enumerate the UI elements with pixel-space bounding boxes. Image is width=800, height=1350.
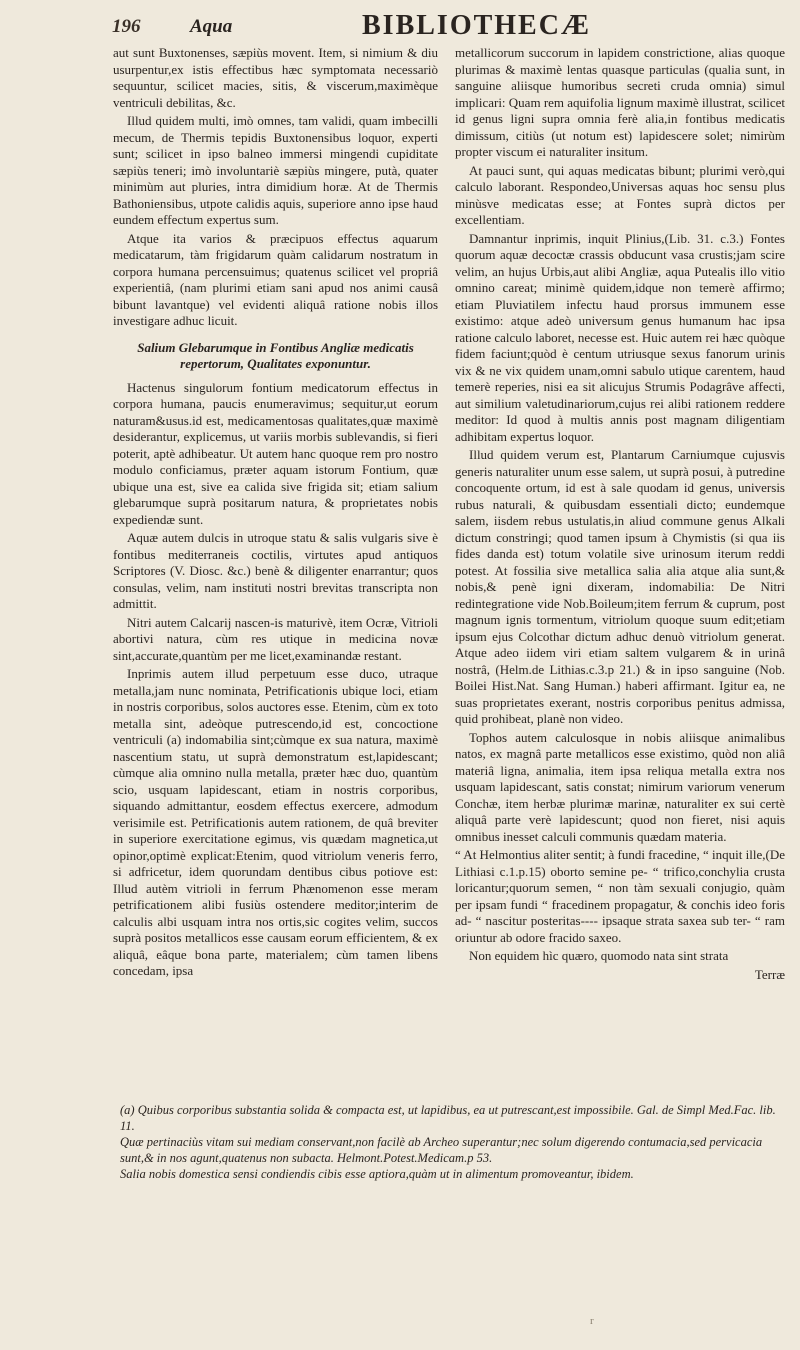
right-column <box>455 45 785 983</box>
stray-mark: r <box>590 1315 594 1327</box>
quotation-text: “ At Helmontius aliter sentit; à fundi fracedine, “ inquit ille,(De Lithiasi c.1.p.15) oborto semine pe- “ trifico,conchylia crusta loricantur;quorum semen, “ non tàm sexuali conjugio, quàm per ipsam fundi “ fracedinem propagatur, & conchis ideo foris ad- “ nascitur posteritas---- ipsaque strata saxea sub ter- “ ram oriuntur ab odore fracido saxeo. <box>455 847 785 945</box>
footnotes <box>120 1103 780 1184</box>
paragraph: Nitri autem Calcarij nascen-is maturivè, item Ocræ, Vitrioli abortivi natura, cùm res utique in medicina novæ sint,accurate,quantùm per me licet,examinandæ restant. <box>113 614 438 663</box>
paragraph: Non equidem hìc quæro, quomodo nata sint strata <box>469 948 729 963</box>
paragraph: aut sunt Buxtonenses, sæpiùs movent. Item, si nimium & diu usurpentur,ex istis effectibus hæc symptomata necessariò sequuntur, scilicet macies, sitis, & viscerum,maximèque ventriculi debilitas, &c. <box>113 45 438 110</box>
page-number: 196 <box>112 16 141 37</box>
section-heading: Salium Glebarumque in Fontibus Angliæ medicatis repertorum, Qualitates exponuntur. <box>137 339 414 371</box>
paragraph: Illud quidem multi, imò omnes, tam validi, quam imbecilli mecum, de Thermis tepidis Buxtonensibus loquor, experti sunt; scilicet in ipso balneo immersi mingendi cupiditate sæpiùs teneri; imò involuntariè sæpiùs mingere, putà, quater minimùm aut pluries, intra dimidium horæ. At de Thermis Bathoniensibus, utpote calidis aquis, superiore anno ipse haud eundem effectum expertus sum. <box>113 113 438 227</box>
footnote: Quæ pertinaciùs vitam sui mediam conservant,non facilè ab Archeo superantur;nec solum digerendo contumacia,sed pervicacia sunt,& in nos agunt,quatenus non subacta. Helmont.Potest.Medicam.p 53. <box>120 1135 763 1165</box>
paragraph: Damnantur inprimis, inquit Plinius,(Lib. 31. c.3.) Fontes quorum aquæ decoctæ crassis obducunt vasa crustis;jam scire velim, an hujus Urbis,aut alibi Angliæ, aqua Putealis illo vitio omnino careat; minimè quidem,idque non temerè affirmo; etiam Pluviatilem infectu haud prorsus immunem esse existimo: atque adeò universum genus humanum hac ipsa ratione calculo laboret, necesse est. Huic autem rei hæc quòque fidem faciunt;quòd è centum utriusque sexus fanorum urinis vix & ne vix quidem unam,omni sabulo utique carentem, haud temerè reperies, nisi ea sit alicujus Strumis Podagrâve affecti, aut similium valetudinariorum,cujus rei alibi rationem reddere meditor: Id quod à multis annis post magnam diligentiam adhibitam expertus loquor. <box>455 230 785 444</box>
footnote: Salia nobis domestica sensi condiendis cibis esse aptiora,quàm ut in alimentum promoveantur, ibidem. <box>120 1167 634 1181</box>
catchword: Terræ <box>754 966 785 982</box>
paragraph: Atque ita varios & præcipuos effectus aquarum medicatarum, tàm frigidarum quàm calidarum nostratum in corpora humana percensuimus; quatenus scilicet vel propriâ experientiâ, (nam plurimi etiam sani apud nos animi causâ bibunt lavantque) vel evidenti aliquâ ratione nobis illos investigare adhuc licuit. <box>113 230 438 328</box>
page-header <box>112 6 782 40</box>
paragraph: Aquæ autem dulcis in utroque statu & salis vulgaris sive è fontibus mediterraneis coctilis, virtutes apud antiquos Scriptores (V. Diosc. &c.) benè & diligenter enarrantur; quos consulas, velim, nam instituti nostri brevitas transcripta non admittit. <box>113 530 438 611</box>
running-word: Aqua <box>190 16 233 37</box>
paragraph: Illud quidem verum est, Plantarum Carniumque cujusvis generis naturaliter unum esse salem, ut suprà posui, à putredine concoquente ortum, id est à sale quodam id genus, universis rubus naturali, & quibusdam essentiali dicto; eundemque salem, iisdem rebus ustulatis,in aliud commune genus Alkali dictum constringi; quod tamen ipsum à Chymistis (si qua iis fides danda est) totum volatile sive urinosum iterum reddi potest. At fossilia sive metallica salia alia atque alia sunt,& nobis,& penè igni dixeram, indomabilia: De Nitri redintegratione vide Nob.Boileum;item ferrum & cuprum, post magnum ignis tormentum, vitriolum quoque suum edit;etiam ipsum ejus Colcothar dictum adhuc denuò vitriolum generat. Atque adeo iidem viri etiam saltem vulgarem & in urinâ nostrâ, (Helm.de Lithias.c.3.p 21.) & in ipso sanguine (Nob. Boilei Hist.Nat. Sang Human.) haberi affirmant. Igitur ea, ne suas proprietates exerant, nostris corporibus penitus admissa, quid prohibeat, planè non video. <box>455 447 785 726</box>
paragraph: Tophos autem calculosque in nobis aliisque animalibus natos, ex magnâ parte metallicos esse existimo, quòd non aliâ materiâ ligna, animalia, item ipsa reliqua metalla extra nos usquam lapidescant, satis constat; nimirum variorum venerum Conchæ, item herbæ plurimæ marinæ, naturaliter ex sui certè aliquâ parte verè lapidescunt; quod non fieret, nisi aquis omnibus inesset calculi communis quædam materia. <box>455 729 785 844</box>
paragraph: At pauci sunt, qui aquas medicatas bibunt; plurimi verò,qui calculo laborant. Respondeo,Universas aquas hoc sensu plus minùsve medicatas esse; at Fontes suprà dictos per excellentiam. <box>455 162 785 227</box>
running-title: BIBLIOTHECÆ <box>362 10 591 41</box>
left-column <box>113 45 438 982</box>
quotation-block <box>455 847 785 946</box>
paragraph: Inprimis autem illud perpetuum esse duco, utraque metalla,jam nunc nominata, Petrificationis ubique loci, etiam in nostris corporibus, solos auctores esse. Etenim, cùm ex toto metalla sint, adeòque putrescendo,id est, concoctione ventriculi (a) indomabilia sint;cùmque ex sua natura, maximè nascentium statu, ut suprà demonstratum est,lapidescant; cùmque alia omnino nulla metalla, præter hæc duo, quantùm scio, usquam lapidescant, etiam in nostris corporibus, siquando admittantur, eosdem effectus exercere, admodum verisimile est. Petrificationis autem rationem, de quâ breviter in superiore exercitatione egimus, vis quædam magnetica,ut opinor,optimè explicat:Etenim, quod vitriolum veneris ferro, si adfricetur, idem quorundam dentibus cibus potiove est: Illud autèm vitrioli in ferrum Phænomenon esse meram petrificationem alibi fusiùs ostendere meditor;interim de calculis albi usquam intra nos ortis,sic cogites velim, succos suprà positos metallicos esse causam eorum efficientem, & ex aliquâ, eâque bona parte, materialem; cùm tamen libens concedam, ipsa <box>113 666 438 978</box>
paragraph: Hactenus singulorum fontium medicatorum effectus in corpora humana, paucis enumeravimus; sequitur,ut eorum naturam&usus.id est, medicamentosas qualitates,quæ maximè desiderantur, explicemus, ut variis morbis sublevandis, si fieri poterit, aptè adhibeatur. Ut autem hanc quoque rem pro nostro modulo conficiamus, præter aquam istorum Fontium, quæ ubique una est, sive ea calida sive frigida sit; etiam salium glebarumque suprà positarum natura, & proprietates nobis expediendæ sunt. <box>113 379 438 527</box>
paragraph: metallicorum succorum in lapidem constrictione, alias quoque plurimas & maximè lentas quasque particulas (qualia sunt, in sanguine aliisque humoribus secreti cruda omnia) simul implicari: Quam rem aquifolia lignum maximè illustrat, scilicet id genus ligni supra omnia ferè alia,in fontibus medicatis dimissum, citiùs (ut notum est) lapidescere solet; nimirùm propter viscum ei naturaliter insitum. <box>455 45 785 159</box>
footnote: (a) Quibus corporibus substantia solida & compacta est, ut lapidibus, ea ut putrescant,est impossibile. Gal. de Simpl Med.Fac. lib. 11. <box>120 1103 776 1133</box>
